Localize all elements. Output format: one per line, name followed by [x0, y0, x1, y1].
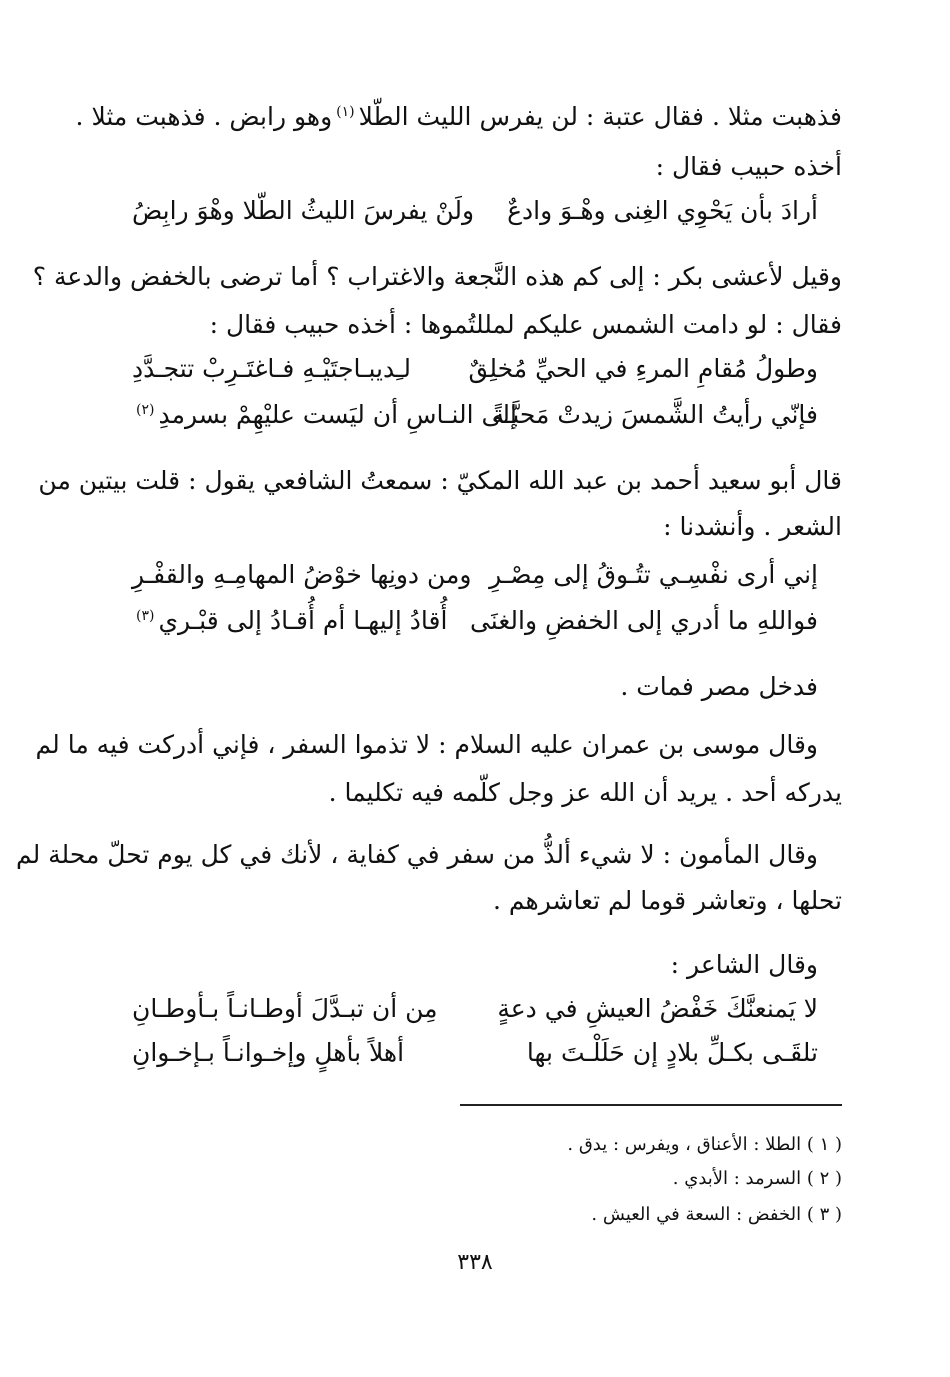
- text-line: يدركه أحد . يريد أن الله عز وجل كلّمه فيه تكليما .: [328, 778, 842, 807]
- text-line: قال أبو سعيد أحمد بن عبد الله المكيّ : سمعتُ الشافعي يقول : قلت بيتين من: [38, 466, 842, 495]
- text-line: وقال موسى بن عمران عليه السلام : لا تذموا السفر ، فإني أدركت فيه ما لم: [35, 730, 818, 759]
- footnote: ( ٢ ) السرمد : الأبدي .: [672, 1168, 842, 1189]
- footnote: ( ٣ ) الخفض : السعة في العيش .: [591, 1204, 842, 1225]
- verse-left-hemistich: لـِديبـاجتَيْـهِ فـاغتَـرِبْ تتجـدَّدِ: [132, 354, 412, 383]
- verse-left-hemistich: أهلاً بأهلٍ وإخـوانـاً بـإخـوانِ: [132, 1038, 405, 1067]
- verse-left-hemistich: ولَنْ يفرسَ الليثُ الطّلا وهْوَ رابِضُ: [132, 196, 475, 225]
- text-line: أخذه حبيب فقال :: [655, 152, 842, 181]
- text-fragment: فذهبت مثلا . فقال عتبة : لن يفرس الليث الطّلا: [358, 102, 842, 131]
- footnote-marker: (٢): [136, 401, 155, 418]
- text-line: وقيل لأعشى بكر : إلى كم هذه النَّجعة والاغتراب ؟ أما ترضى بالخفض والدعة ؟: [32, 262, 842, 291]
- footnote: ( ١ ) الطلا : الأعناق ، ويفرس : يدق .: [567, 1134, 842, 1155]
- text-line: فقال : لو دامت الشمس عليكم لمللتُموها : أخذه حبيب فقال :: [209, 310, 842, 339]
- verse-left-hemistich: [132, 606, 447, 636]
- verse-left-hemistich: مِن أن تبـدَّلَ أوطـانـاً بـأوطـانِ: [132, 994, 438, 1023]
- text-fragment: إلى النـاسِ أن ليَست عليْهِمْ بسرمدِ: [158, 400, 517, 429]
- verse-right-hemistich: تلقَـى بكـلِّ بلادٍ إن حَلَلْـتَ بها: [526, 1038, 818, 1067]
- text-line: تحلها ، وتعاشر قوما لم تعاشرهم .: [493, 886, 842, 915]
- footnote-marker: (١): [336, 103, 355, 120]
- verse-right-hemistich: لا يَمنعنَّكَ خَفْضُ العيشِ في دعةٍ: [497, 994, 818, 1023]
- text-line: فدخل مصر فمات .: [620, 672, 818, 701]
- verse-right-hemistich: إني أرى نفْسِـي تتُـوقُ إلى مِصْـرِ: [489, 560, 818, 589]
- text-line: وقال المأمون : لا شيء ألذُّ من سفر في كفاية ، لأنك في كل يوم تحلّ محلة لم: [15, 840, 818, 869]
- text-fragment: وهو رابض . فذهبت مثلا .: [75, 102, 333, 131]
- footnote-divider: [460, 1104, 842, 1106]
- page-number: ٣٣٨: [457, 1250, 493, 1275]
- verse-right-hemistich: فإنّي رأيتُ الشَّمسَ زيدتْ مَحبَّـةً: [491, 400, 818, 429]
- verse-left-hemistich: ومن دونِها خوْضُ المهامِـهِ والقفْـرِ: [132, 560, 472, 589]
- verse-right-hemistich: وطولُ مُقامِ المرءِ في الحيِّ مُخلِقٌ: [468, 354, 818, 383]
- footnote-marker: (٣): [136, 607, 155, 624]
- verse-right-hemistich: فواللهِ ما أدري إلى الخفضِ والغنَى: [469, 606, 818, 635]
- text-line: [75, 102, 842, 132]
- verse-left-hemistich: [132, 400, 517, 430]
- text-line: الشعر . وأنشدنا :: [663, 512, 842, 541]
- verse-right-hemistich: أرادَ بأن يَحْوِي الغِنى وهْـوَ وادعٌ: [507, 196, 818, 225]
- text-fragment: أُقادُ إليهـا أم أُقـادُ إلى قبْـري: [158, 606, 448, 635]
- text-line: وقال الشاعر :: [670, 950, 818, 979]
